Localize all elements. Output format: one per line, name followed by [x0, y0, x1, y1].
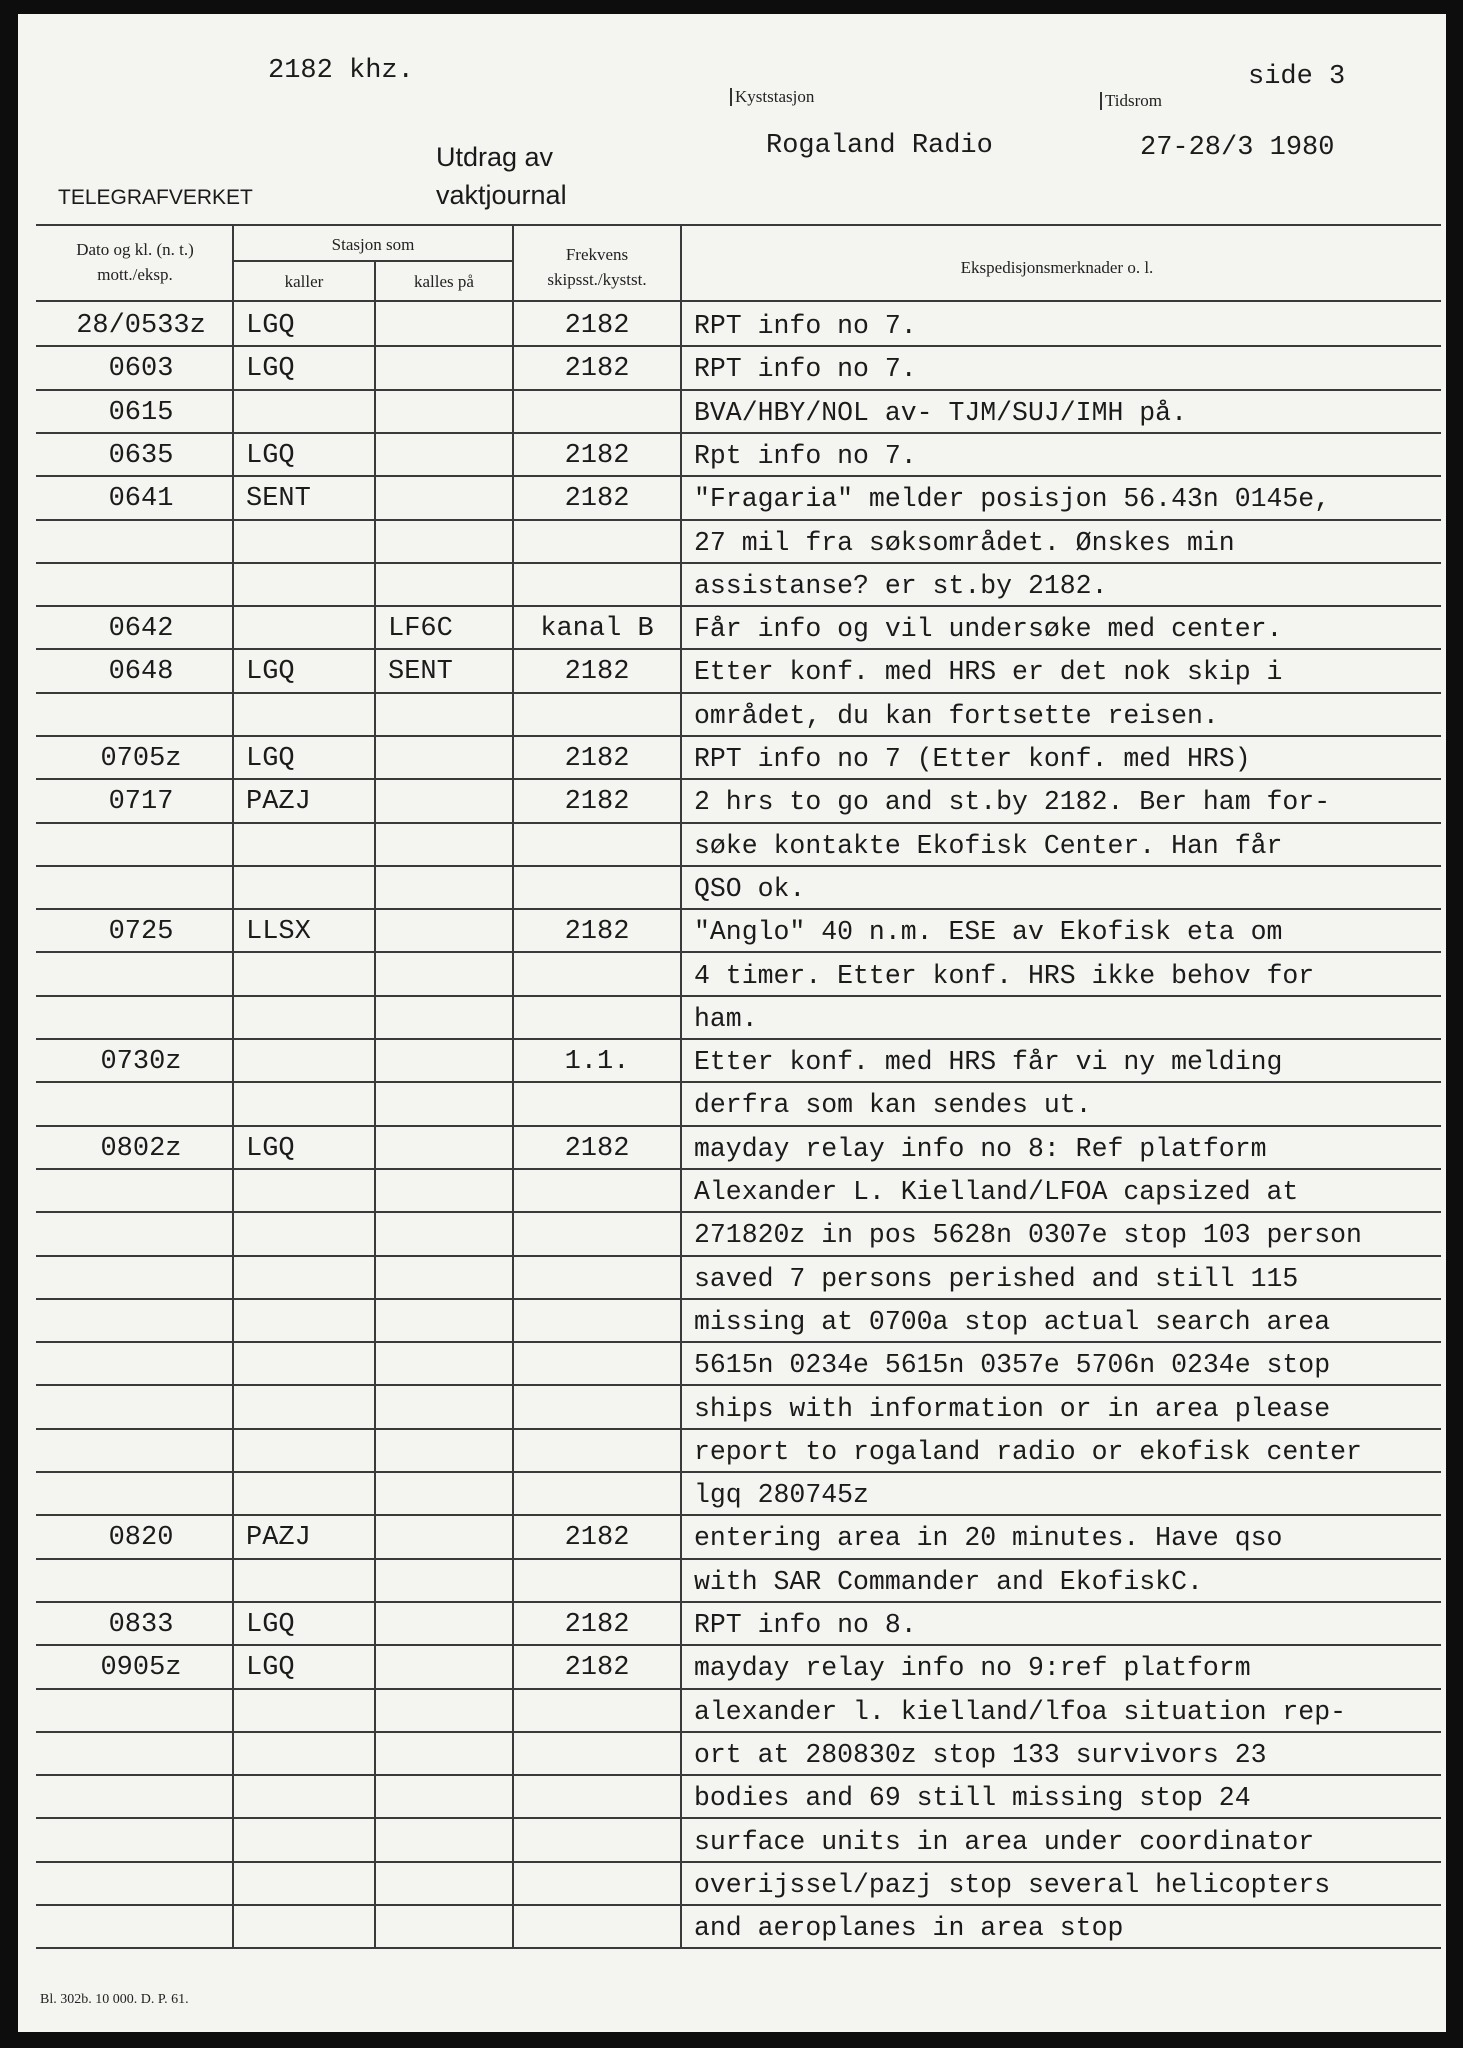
row-rule	[36, 519, 1441, 521]
row-remark: overijssel/pazj stop several helicopters	[694, 1870, 1331, 1900]
row-remark: Etter konf. med HRS får vi ny melding	[694, 1047, 1283, 1077]
row-rule	[36, 648, 1441, 650]
row-remark: 271820z in pos 5628n 0307e stop 103 person	[694, 1220, 1362, 1250]
row-rule	[36, 345, 1441, 347]
row-remark: mayday relay info no 8: Ref platform	[694, 1134, 1267, 1164]
row-rule	[36, 1904, 1441, 1906]
tidsrom-label: Tidsrom	[1100, 92, 1162, 110]
station-name: Rogaland Radio	[766, 131, 993, 161]
row-rule	[36, 1947, 1441, 1949]
col-frekvens-label: Frekvens	[565, 245, 629, 264]
row-kaller: SENT	[246, 484, 311, 514]
row-rule	[36, 1514, 1441, 1516]
row-remark: søke kontakte Ekofisk Center. Han får	[694, 831, 1283, 861]
row-rule	[36, 1125, 1441, 1127]
page-number: side 3	[1248, 62, 1346, 92]
col-date-sub-label: mott./eksp.	[97, 265, 173, 284]
row-frequency: 2182	[564, 354, 630, 384]
row-remark: RPT info no 7.	[694, 354, 917, 384]
kyststasjon-label: Kyststasjon	[730, 88, 814, 106]
row-frequency: 2182	[564, 1523, 630, 1553]
row-remark: 4 timer. Etter konf. HRS ikke behov for	[694, 961, 1315, 991]
row-remark: mayday relay info no 9:ref platform	[694, 1653, 1251, 1683]
row-date: 0833	[108, 1610, 174, 1640]
row-frequency: 2182	[564, 311, 630, 341]
row-date: 0725	[108, 917, 174, 947]
header-top-rule	[36, 224, 1441, 226]
row-remark: Får info og vil undersøke med center.	[694, 614, 1283, 644]
row-frequency: 2182	[564, 1610, 630, 1640]
row-rule	[36, 1731, 1441, 1733]
row-remark: 2 hrs to go and st.by 2182. Ber ham for-	[694, 787, 1331, 817]
row-remark: saved 7 persons perished and still 115	[694, 1264, 1299, 1294]
row-remark: QSO ok.	[694, 874, 806, 904]
row-remark: alexander l. kielland/lfoa situation rep-	[694, 1697, 1347, 1727]
row-rule	[36, 1428, 1441, 1430]
row-kaller: PAZJ	[246, 787, 311, 817]
row-frequency: 2182	[564, 1653, 630, 1683]
row-rule	[36, 1688, 1441, 1690]
row-rule	[36, 1644, 1441, 1646]
row-frequency: 2182	[564, 917, 630, 947]
row-remark: 27 mil fra søksområdet. Ønskes min	[694, 528, 1235, 558]
row-rule	[36, 1341, 1441, 1343]
title-line-1: Utdrag av	[436, 142, 554, 172]
row-date: 0641	[108, 484, 174, 514]
row-rule	[36, 865, 1441, 867]
row-frequency: 2182	[564, 744, 630, 774]
row-date: 0648	[108, 657, 174, 687]
row-rule	[36, 1384, 1441, 1386]
row-date: 0635	[108, 441, 174, 471]
row-remark: surface units in area under coordinator	[694, 1827, 1315, 1857]
row-remark: BVA/HBY/NOL av- TJM/SUJ/IMH på.	[694, 398, 1187, 428]
row-kaller: LGQ	[246, 657, 295, 687]
row-date: 0820	[108, 1523, 174, 1553]
row-frequency: 2182	[564, 441, 630, 471]
row-frequency: 2182	[564, 1134, 630, 1164]
row-rule	[36, 389, 1441, 391]
row-kaller: LGQ	[246, 1653, 295, 1683]
row-rule	[36, 1861, 1441, 1863]
row-frequency: 2182	[564, 484, 630, 514]
row-rule	[36, 562, 1441, 564]
row-kaller: LGQ	[246, 744, 295, 774]
row-remark: RPT info no 7.	[694, 311, 917, 341]
row-rule	[36, 1558, 1441, 1560]
row-remark: Alexander L. Kielland/LFOA capsized at	[694, 1177, 1299, 1207]
col-kalles-label: kalles på	[414, 272, 474, 291]
row-rule	[36, 1038, 1441, 1040]
row-date: 0717	[108, 787, 174, 817]
row-remark: ham.	[694, 1004, 758, 1034]
row-remark: ort at 280830z stop 133 survivors 23	[694, 1740, 1267, 1770]
row-remark: and aeroplanes in area stop	[694, 1913, 1124, 1943]
form-footer: Bl. 302b. 10 000. D. P. 61.	[40, 1992, 189, 2007]
row-remark: lgq 280745z	[694, 1480, 869, 1510]
col-frekvens-sub-label: skipsst./kystst.	[547, 270, 647, 289]
col-date-label: Dato og kl. (n. t.)	[76, 240, 194, 259]
row-remark: report to rogaland radio or ekofisk center	[694, 1437, 1362, 1467]
row-remark: 5615n 0234e 5615n 0357e 5706n 0234e stop	[694, 1350, 1331, 1380]
row-remark: derfra som kan sendes ut.	[694, 1090, 1092, 1120]
row-rule	[36, 735, 1441, 737]
row-remark: Etter konf. med HRS er det nok skip i	[694, 657, 1283, 687]
row-rule	[36, 1298, 1441, 1300]
col-merknader-label: Ekspedisjonsmerknader o. l.	[960, 258, 1154, 277]
row-rule	[36, 605, 1441, 607]
row-rule	[36, 778, 1441, 780]
row-kaller: LGQ	[246, 354, 295, 384]
row-date: 0642	[108, 614, 174, 644]
row-remark: bodies and 69 still missing stop 24	[694, 1783, 1251, 1813]
row-date: 0730z	[100, 1047, 182, 1077]
row-remark: ships with information or in area please	[694, 1394, 1331, 1424]
row-kaller: LGQ	[246, 1610, 295, 1640]
row-kaller: LGQ	[246, 1134, 295, 1164]
rule-after-kaller	[374, 262, 376, 1948]
row-remark: assistanse? er st.by 2182.	[694, 571, 1108, 601]
row-frequency: 2182	[564, 787, 630, 817]
row-rule	[36, 1601, 1441, 1603]
row-rule	[36, 1774, 1441, 1776]
row-frequency: 2182	[564, 657, 630, 687]
row-frequency: 1.1.	[564, 1047, 630, 1077]
row-rule	[36, 432, 1441, 434]
row-rule	[36, 1211, 1441, 1213]
title-line-2: vaktjournal	[436, 180, 567, 210]
row-remark: området, du kan fortsette reisen.	[694, 701, 1219, 731]
row-rule	[36, 822, 1441, 824]
header-bottom-rule	[36, 300, 1441, 302]
row-rule	[36, 995, 1441, 997]
row-rule	[36, 1817, 1441, 1819]
row-rule	[36, 1471, 1441, 1473]
row-date: 0615	[108, 398, 174, 428]
row-remark: entering area in 20 minutes. Have qso	[694, 1523, 1283, 1553]
organization: TELEGRAFVERKET	[58, 186, 253, 209]
row-rule	[36, 475, 1441, 477]
row-date: 0705z	[100, 744, 182, 774]
row-kaller: PAZJ	[246, 1523, 311, 1553]
row-frequency: kanal B	[540, 614, 654, 644]
row-date: 0603	[108, 354, 174, 384]
row-kaller: LGQ	[246, 311, 295, 341]
row-remark: Rpt info no 7.	[694, 441, 917, 471]
period: 27-28/3 1980	[1140, 133, 1335, 163]
row-kalles: SENT	[388, 657, 453, 687]
row-remark: RPT info no 7 (Etter konf. med HRS)	[694, 744, 1251, 774]
row-date: 28/0533z	[76, 311, 206, 341]
row-date: 0905z	[100, 1653, 182, 1683]
row-date: 0802z	[100, 1134, 182, 1164]
row-remark: with SAR Commander and EkofiskC.	[694, 1567, 1203, 1597]
row-remark: "Fragaria" melder posisjon 56.43n 0145e,	[694, 484, 1331, 514]
row-kaller: LLSX	[246, 917, 311, 947]
row-rule	[36, 1168, 1441, 1170]
frequency-note: 2182 khz.	[268, 56, 414, 86]
col-stasjon-label: Stasjon som	[331, 235, 415, 254]
row-kaller: LGQ	[246, 441, 295, 471]
row-rule	[36, 1081, 1441, 1083]
stasjon-divider	[234, 260, 512, 262]
row-rule	[36, 951, 1441, 953]
row-remark: RPT info no 8.	[694, 1610, 917, 1640]
row-rule	[36, 908, 1441, 910]
row-rule	[36, 692, 1441, 694]
row-rule	[36, 1255, 1441, 1257]
row-remark: missing at 0700a stop actual search area	[694, 1307, 1331, 1337]
row-remark: "Anglo" 40 n.m. ESE av Ekofisk eta om	[694, 917, 1283, 947]
row-kalles: LF6C	[388, 614, 453, 644]
col-kaller-label: kaller	[284, 272, 324, 291]
